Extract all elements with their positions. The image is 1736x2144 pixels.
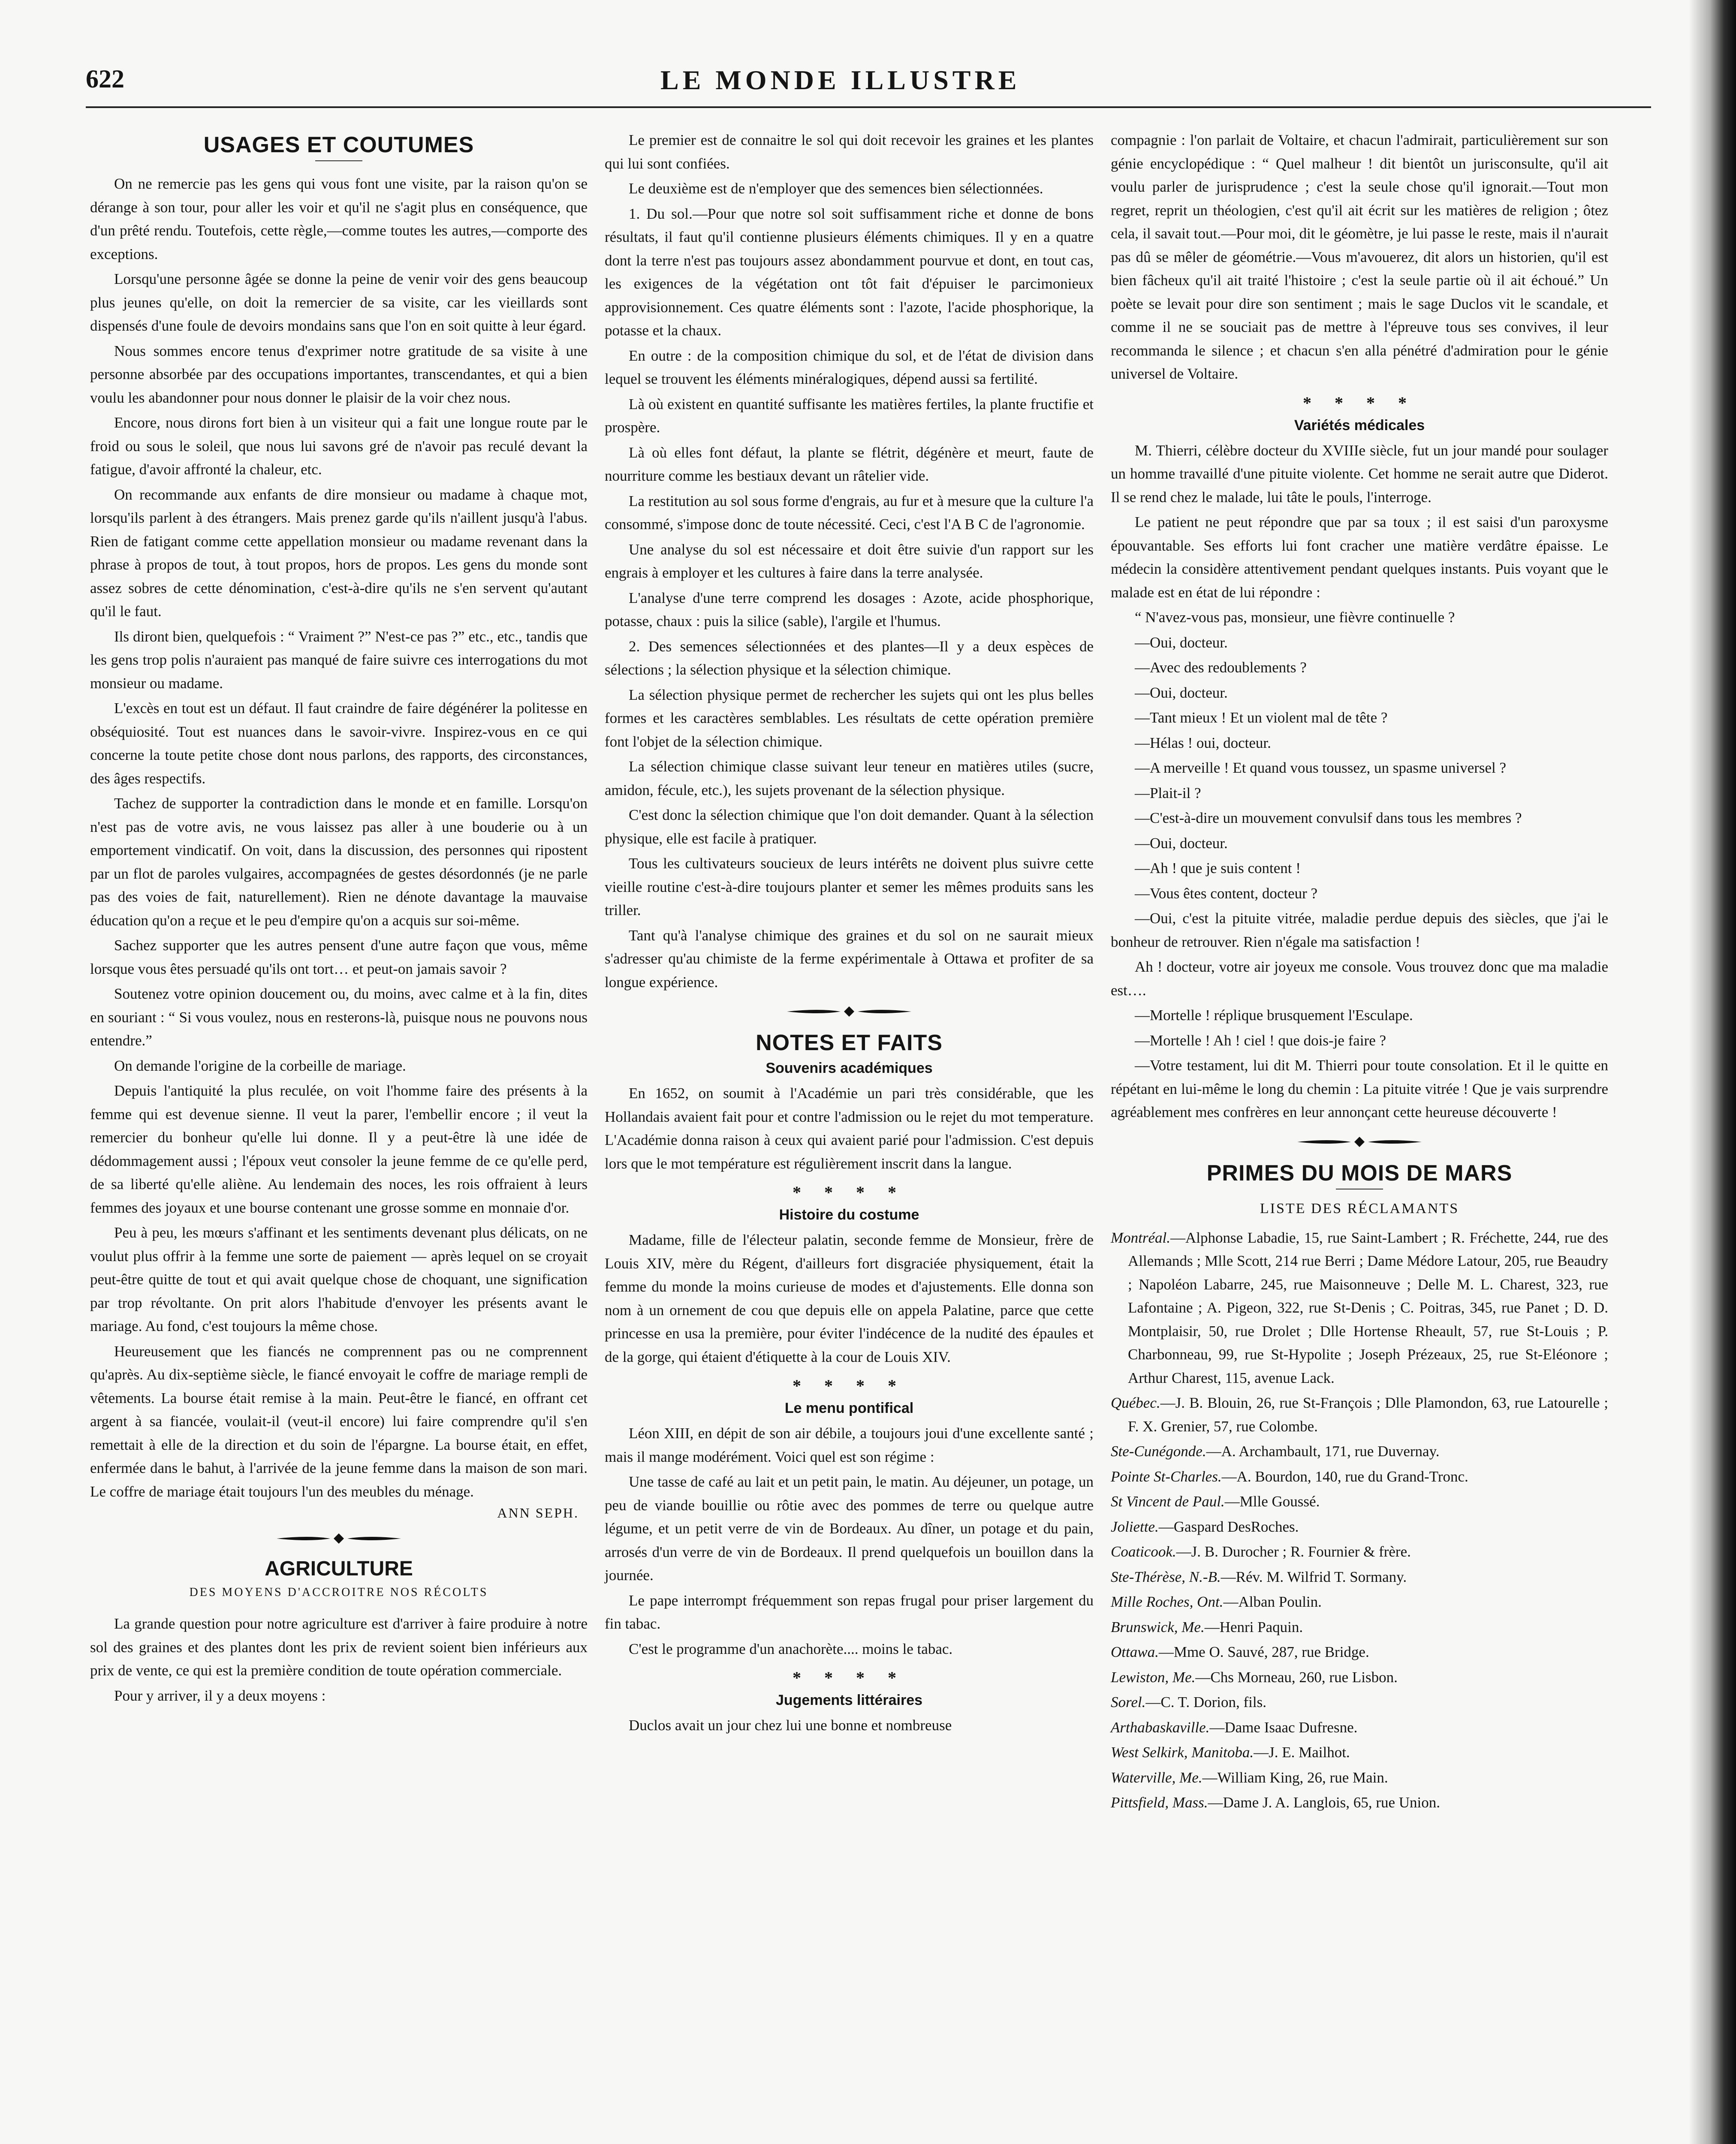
entry-place: St Vincent de Paul. [1111,1493,1225,1510]
entry-names: —Mlle Goussé. [1224,1493,1320,1510]
entry-names: —Alphonse Labadie, 15, rue Saint-Lambert ; R. Fréchette, 244, rue des Allemands ; Mlle Scott, 214 rue Berri ; Dame Médore Latour, 205, rue Beaudry ; Napoléon Labarre, 245, rue Maisonneuve ; Delle M. L. Charest, 323, rue Lafontaine ; A. Pigeon, 322, rue St-Denis ; C. Poitras, 345, rue Panet ; D. D. Montplaisir, 50, rue Drolet ; Dlle Hortense Rheault, 57, rue St-Louis ; P. Charbonneau, 99, rue St-Hypolite ; Joseph Prézeaux, 25, rue St-Eléonore ; Arthur Charest, 115, avenue Lack. [1128,1229,1608,1386]
paragraph: —Mortelle ! Ah ! ciel ! que dois-je faire ? [1135,1032,1386,1049]
entry-names: —Rév. M. Wilfrid T. Sormany. [1221,1568,1407,1585]
paragraph: Ah ! docteur, votre air joyeux me console. Vous trouvez donc que ma maladie est…. [1111,958,1608,999]
reclamant-entry [1111,1766,1608,1790]
paragraph: —Oui, docteur. [1135,684,1228,701]
paragraph: —Hélas ! oui, docteur. [1135,734,1271,751]
paragraph: —Vous êtes content, docteur ? [1135,885,1318,902]
paragraph: La sélection chimique classe suivant leur teneur en matières utiles (sucre, amidon, fécule, etc.), les sujets provenant de la sélection physique. [605,758,1094,798]
entry-names: —C. T. Dorion, fils. [1145,1694,1266,1710]
reclamant-entry [1111,1566,1608,1589]
entry-place: Ste-Cunégonde. [1111,1443,1206,1460]
varietes-article [1111,439,1608,1124]
paragraph: —Oui, docteur. [1135,834,1228,852]
reclamant-entry [1111,1515,1608,1539]
paragraph: Une tasse de café au lait et un petit pain, le matin. Au déjeuner, un potage, un peu de viande bouillie ou rôtie avec des pommes de terre ou quelque autre légume, et un petit verre de vin de Bordeaux. Au dîner, un potage et du pain, arrosés d'un verre de vin de Bordeaux. Il prend quelquefois un bouillon dans la journée. [605,1473,1094,1584]
page-edge-shadow [1689,0,1736,2144]
paragraph: C'est donc la sélection chimique que l'on doit demander. Quant à la sélection physique, elle est facile à pratiquer. [605,807,1094,847]
column-1 [90,129,588,1709]
paragraph: —Tant mieux ! Et un violent mal de tête ? [1135,709,1388,726]
paragraph: Là où existent en quantité suffisante les matières fertiles, la plante fructifie et prospère. [605,395,1094,436]
paragraph: —Oui, docteur. [1135,634,1228,651]
stars-separator: * * * * [793,1376,906,1395]
reclamant-entry [1111,1741,1608,1765]
paragraph: Soutenez votre opinion doucement ou, du moins, avec calme et à la fin, dites en souriant : “ Si vous voulez, nous en resterons-là, puisque nous ne pouvons nous entendre.” [90,985,588,1049]
paragraph: Pour y arriver, il y a deux moyens : [114,1687,326,1704]
journal-title: LE MONDE ILLUSTRE [660,65,1021,95]
agriculture-article [90,1612,588,1707]
paragraph: L'excès en tout est un défaut. Il faut craindre de faire dégénérer la politesse en obséquiosité. Tout est nuances dans le savoir-vivre. Inspirez-vous en ce qui concerne la toute petite chose dont nous parlons, des rapports, des circonstances, des âges respectifs. [90,700,588,787]
paragraph: Une analyse du sol est nécessaire et doit être suivie d'un rapport sur les engrais à employer et les cultures à faire dans la terre analysée. [605,541,1094,581]
entry-names: —William King, 26, rue Main. [1202,1769,1388,1786]
stars-separator: * * * * [793,1668,906,1687]
paragraph: Sachez supporter que les autres pensent d'une autre façon que vous, même lorsque vous êtes persuadé qu'ils ont tort… et peut-on jamais savoir ? [90,937,588,977]
entry-names: —A. Archambault, 171, rue Duvernay. [1206,1443,1440,1460]
paragraph: “ N'avez-vous pas, monsieur, une fièvre continuelle ? [1135,609,1455,626]
reclamant-entry [1111,1691,1608,1714]
paragraph: Le pape interrompt fréquemment son repas frugal pour priser largement du fin tabac. [605,1592,1094,1632]
paragraph: compagnie : l'on parlait de Voltaire, et chacun l'admirait, particulièrement sur son génie encyclopédique : “ Quel malheur ! dit bientôt un jurisconsulte, qu'il ait voulu parler de jurisprudence ; c'est la seule chose qu'il ignorait.—Tout mon regret, reprit un théologien, c'est qu'il ait écrit sur les matières de religion ; ôtez cela, il savait tout.—Pour moi, dit le géomètre, je lui passe le reste, mais il n'aurait pas dû se mêler de géométrie.—Vous m'avouerez, dit alors un historien, qu'il est bien fâcheux qu'il ait traité l'histoire ; c'est la seule partie où il ait échoué.” Un poète se levait pour dire son sentiment ; mais le sage Duclos vit le scandale, et comme il ne se souciait pas de mettre à l'épreuve tous ses convives, il leur recommanda le silence ; et chacun s'en alla pénétré d'admiration pour le génie universel de Voltaire. [1111,132,1608,382]
reclamant-entry [1111,1641,1608,1664]
menu-title: Le menu pontifical [784,1400,914,1416]
paragraph: —A merveille ! Et quand vous toussez, un spasme universel ? [1135,759,1507,776]
stars-separator: * * * * [793,1183,906,1202]
ornament-divider [785,1004,913,1019]
column-2 [605,129,1094,1739]
entry-names: —Henri Paquin. [1204,1618,1303,1635]
reclamant-entry [1111,1226,1608,1390]
jugements-continued [1111,129,1608,386]
entry-place: Arthabaskaville. [1111,1719,1210,1736]
menu-article [605,1422,1094,1661]
paragraph: —Ah ! que je suis content ! [1135,860,1301,876]
entry-place: Lewiston, Me. [1111,1668,1196,1686]
paragraph: Ils diront bien, quelquefois : “ Vraiment ?” N'est-ce pas ?” etc., etc., tandis que les gens trop polis n'auraient pas manqué de faire suivre ces interrogations du mot monsieur ou madame. [90,628,588,692]
entry-names: —A. Bourdon, 140, rue du Grand-Tronc. [1221,1468,1468,1485]
paragraph: La grande question pour notre agriculture est d'arriver à faire produire à notre sol des graines et des plantes dont les prix de revient soient bien inférieurs aux prix de vente, ce qui est la première condition de toute opération commerciale. [90,1615,588,1679]
paragraph: On recommande aux enfants de dire monsieur ou madame à chaque mot, lorsqu'ils parlent à des étrangers. Mais prenez garde qu'ils n'aillent jusqu'à l'abus. Rien de fatigant comme cette appellation monsieur ou madame revenant dans la phrase à propos de tout, à tout propos, hors de propos. Les gens du monde sont assez sobres de cette dénomination, c'est-à-dire qu'ils ne s'en servent qu'autant qu'il le faut. [90,486,588,620]
reclamant-entry [1111,1490,1608,1514]
paragraph: Encore, nous dirons fort bien à un visiteur qui a fait une longue route par le froid ou sous le soleil, que nous lui savons gré de n'avoir pas reculé devant la fatigue, d'avoir affronté la chaleur, etc. [90,414,588,478]
agriculture-continued [605,129,1094,994]
paragraph: Peu à peu, les mœurs s'affinant et les sentiments devenant plus délicats, on ne voulut plus offrir à la femme une sorte de paiement — après lequel on se croyait peut-être quitte de tout et qui avait quelque chose de choquant, une signification par trop révoltante. On prit alors l'habitude d'envoyer les présents avant le mariage. Au fond, c'est toujours la même chose. [90,1224,588,1334]
usages-article [90,172,588,1503]
agriculture-subtitle: DES MOYENS D'ACCROITRE NOS RÉCOLTS [189,1586,488,1599]
paragraph: Là où elles font défaut, la plante se flétrit, dégénère et meurt, faute de nourriture comme les bestiaux devant un râtelier vide. [605,444,1094,484]
notes-title: NOTES ET FAITS [756,1030,943,1055]
jugements-text: Duclos avait un jour chez lui une bonne et nombreuse [629,1717,952,1734]
ornament-divider [274,1531,403,1546]
paragraph: La restitution au sol sous forme d'engrais, au fur et à mesure que la culture l'a consommé, s'impose donc de toute nécessité. Ceci, c'est l'A B C de l'agronomie. [605,492,1094,533]
paragraph: En outre : de la composition chimique du sol, et de l'état de division dans lequel se trouvent les éléments minéralogiques, dépend aussi sa fertilité. [605,347,1094,387]
entry-names: —Mme O. Sauvé, 287, rue Bridge. [1158,1644,1369,1660]
paragraph: —Plait-il ? [1135,784,1201,801]
entry-place: Sorel. [1111,1694,1146,1710]
paragraph: Nous sommes encore tenus d'exprimer notre gratitude de sa visite à une personne absorbée par des occupations importantes, transcendantes, et qui a bien voulu les abandonner pour nous donner le plaisir de la voir chez nous. [90,342,588,406]
paragraph: Tant qu'à l'analyse chimique des graines et du sol on ne saurait mieux s'adresser qu'au chimiste de la ferme expérimentale à Ottawa et profiter de sa longue expérience. [605,927,1094,991]
souvenirs-text: En 1652, on soumit à l'Académie un pari très considérable, que les Hollandais avaient fait pour et contre l'admission ou le rejet du mot temperature. L'Académie donna raison à ceux qui avaient parié pour l'admission. C'est depuis lors que le mot température est régulièrement inscrit dans la langue. [605,1085,1094,1172]
paragraph: On ne remercie pas les gens qui vous font une visite, par la raison qu'on se dérange à son tour, pour aller les voir et qu'il ne s'agit plus en conséquence, que d'un prêté rendu. Toutefois, cette règle,—comme toutes les autres,—comporte des exceptions. [90,175,588,262]
usages-title: USAGES ET COUTUMES [203,132,474,157]
entry-place: Waterville, Me. [1111,1769,1203,1786]
entry-place: West Selkirk, Manitoba. [1111,1744,1254,1761]
reclamant-entry [1111,1716,1608,1740]
article-signature: ANN SEPH. [497,1505,579,1521]
reclamant-entry [1111,1440,1608,1463]
paragraph: Tachez de supporter la contradiction dans le monde et en famille. Lorsqu'on n'est pas de votre avis, ne vous laissez pas aller à une bouderie ou à un emportement vindicatif. On voit, dans la discussion, des personnes qui ripostent par un flot de paroles vulgaires, accompagnées de gestes désordonnés (je ne parle pas des voies de fait, naturellement). Rien ne dénote davantage la mauvaise éducation qu'on a reçue et le peu d'empire qu'on a acquis sur soi-même. [90,795,588,929]
paragraph: M. Thierri, célèbre docteur du XVIIIe siècle, fut un jour mandé pour soulager un homme travaillé d'une pituite violente. Cet homme ne serait autre que Diderot. Il se rend chez le malade, lui tâte le pouls, l'interroge. [1111,442,1608,506]
title-rule [315,160,362,161]
paragraph: —Mortelle ! réplique brusquement l'Esculape. [1135,1007,1413,1024]
stars-separator: * * * * [1303,393,1416,413]
reclamant-entry [1111,1791,1608,1815]
paragraph: Léon XIII, en dépit de son air débile, a toujours joui d'une excellente santé ; mais il mange modérément. Voici quel est son régime : [605,1425,1094,1465]
entry-place: Brunswick, Me. [1111,1618,1205,1635]
jugements-title: Jugements littéraires [775,1692,923,1708]
entry-place: Pointe St-Charles. [1111,1468,1222,1485]
entry-place: Joliette. [1111,1518,1159,1535]
entry-names: —J. B. Blouin, 26, rue St-François ; Dlle Plamondon, 63, rue Latourelle ; F. X. Grenier, 57, rue Colombe. [1128,1394,1608,1435]
column-3 [1111,129,1608,1816]
entry-names: —Gaspard DesRoches. [1158,1518,1299,1535]
paragraph: —Avec des redoublements ? [1135,659,1307,676]
reclamant-entry [1111,1540,1608,1564]
header-rule [86,106,1651,108]
costume-title: Histoire du costume [779,1207,919,1223]
entry-place: Ottawa. [1111,1644,1159,1660]
page-number: 622 [86,65,124,93]
paragraph: 1. Du sol.—Pour que notre sol soit suffisamment riche et donne de bons résultats, il faut qu'il contienne plusieurs éléments chimiques. Il y en a quatre dont la terre n'est pas toujours assez abondamment pourvue et dont, en tout cas, les exigences de la végétation ont tôt fait d'épuiser le parcimonieux approvisionnement. Ces quatre éléments sont : l'azote, l'acide phosphorique, la potasse et la chaux. [605,205,1094,339]
paragraph: On demande l'origine de la corbeille de mariage. [114,1057,406,1074]
paragraph: C'est le programme d'un anachorète.... moins le tabac. [629,1640,953,1657]
entry-names: —J. B. Durocher ; R. Fournier & frère. [1176,1543,1411,1560]
paragraph: —Votre testament, lui dit M. Thierri pour toute consolation. Et il le quitte en répétant en lui-même le long du chemin : La pituite vitrée ! Que je vais surprendre agréablement mes confrères en leur annonçant cette heureuse découverte ! [1111,1057,1608,1120]
reclamant-entry [1111,1590,1608,1614]
entry-place: Pittsfield, Mass. [1111,1794,1208,1811]
paragraph: L'analyse d'une terre comprend les dosages : Azote, acide phosphorique, potasse, chaux : puis la silice (sable), l'argile et l'humus. [605,589,1094,629]
paragraph: Heureusement que les fiancés ne comprennent pas ou ne comprennent qu'après. Au dix-septième siècle, le fiancé envoyait le coffre de mariage rempli de vêtements. La bourse était remise à la main. Peut-être le fiancé, en offrant cet argent à sa fiancée, voulait-il (veut-il encore) lui faire comprendre qu'il s'en remettait à elle de la direction et du soin de l'épargne. La bourse était, en effet, enfermée dans le bahut, à l'arrivée de la jeune femme dans la maison de son mari. Le coffre de mariage était toujours l'un des meubles du ménage. [90,1343,588,1500]
reclamants-list [1111,1226,1608,1815]
reclamant-entry [1111,1391,1608,1438]
paragraph: —Oui, c'est la pituite vitrée, maladie perdue depuis des siècles, que j'ai le bonheur de retrouver. Rien n'égale ma satisfaction ! [1111,910,1608,950]
paragraph: La sélection physique permet de rechercher les sujets qui ont les plus belles formes et les caractères semblables. Les résultats de cette opération première font l'objet de la sélection chimique. [605,686,1094,750]
primes-title: PRIMES DU MOIS DE MARS [1206,1160,1513,1186]
entry-place: Québec. [1111,1394,1160,1411]
page-header [86,64,1651,107]
entry-names: —Alban Poulin. [1223,1593,1322,1610]
ornament-divider [1295,1135,1424,1149]
paragraph: —C'est-à-dire un mouvement convulsif dans tous les membres ? [1135,810,1522,826]
costume-text: Madame, fille de l'électeur palatin, seconde femme de Monsieur, frère de Louis XIV, mère du Régent, d'ailleurs fort disgraciée physiquement, était la femme du monde la moins curieuse de modes et d'ajustements. Elle donna son nom à un ornement de cou que depuis elle on appela Palatine, parce que cette princesse en usa la première, pour éviter l'indécence de la nudité des épaules et de la gorge, qui étaient d'étiquette à la cour de Louis XIV. [605,1232,1094,1365]
entry-names: —Chs Morneau, 260, rue Lisbon. [1195,1668,1398,1686]
reclamant-entry [1111,1616,1608,1639]
souvenirs-title: Souvenirs académiques [766,1060,933,1076]
entry-names: —Dame Isaac Dufresne. [1209,1719,1358,1736]
entry-place: Mille Roches, Ont. [1111,1593,1224,1610]
paragraph: 2. Des semences sélectionnées et des plantes—Il y a deux espèces de sélections ; la sélection physique et la sélection chimique. [605,638,1094,678]
entry-names: —J. E. Mailhot. [1254,1744,1350,1761]
entry-place: Montréal. [1111,1229,1171,1246]
paragraph: Lorsqu'une personne âgée se donne la peine de venir voir des gens beaucoup plus jeunes qu'elle, on doit la remercier de sa visite, car les vieillards sont dispensés d'une foule de devoirs mondains sans que l'on en soit quitte à leur égard. [90,271,588,334]
entry-place: Ste-Thérèse, N.-B. [1111,1568,1221,1585]
entry-names: —Dame J. A. Langlois, 65, rue Union. [1208,1794,1440,1811]
primes-subtitle: LISTE DES RÉCLAMANTS [1260,1200,1459,1217]
reclamant-entry [1111,1465,1608,1489]
paragraph: Le patient ne peut répondre que par sa toux ; il est saisi d'un paroxysme épouvantable. Ses efforts lui font cracher une matière verdâtre épaisse. Le médecin la considère attentivement pendant quelques instants. Puis voyant que le malade est en état de lui répondre : [1111,514,1608,601]
agriculture-title: AGRICULTURE [265,1557,413,1580]
paragraph: Depuis l'antiquité la plus reculée, on voit l'homme faire des présents à la femme qui est devenue sienne. Il veut la parer, l'embellir encore ; il veut la remercier du bonheur qu'elle lui donne. Il y a peut-être là une idée de dédommagement aussi ; l'époux veut consoler la jeune femme de ce qu'elle perd, de sa liberté qu'elle aliène. Au lendemain des noces, les rois offraient à leurs femmes des joyaux et une bourse contenant une grosse somme en monnaie d'or. [90,1082,588,1216]
paragraph: Le premier est de connaitre le sol qui doit recevoir les graines et les plantes qui lui sont confiées. [605,132,1094,172]
reclamant-entry [1111,1666,1608,1689]
varietes-title: Variétés médicales [1294,417,1425,434]
paragraph: Tous les cultivateurs soucieux de leurs intérêts ne doivent plus suivre cette vieille routine c'est-à-dire toujours planter et semer les mêmes produits sans les triller. [605,855,1094,918]
entry-place: Coaticook. [1111,1543,1176,1560]
paragraph: Le deuxième est de n'employer que des semences bien sélectionnées. [629,180,1043,197]
